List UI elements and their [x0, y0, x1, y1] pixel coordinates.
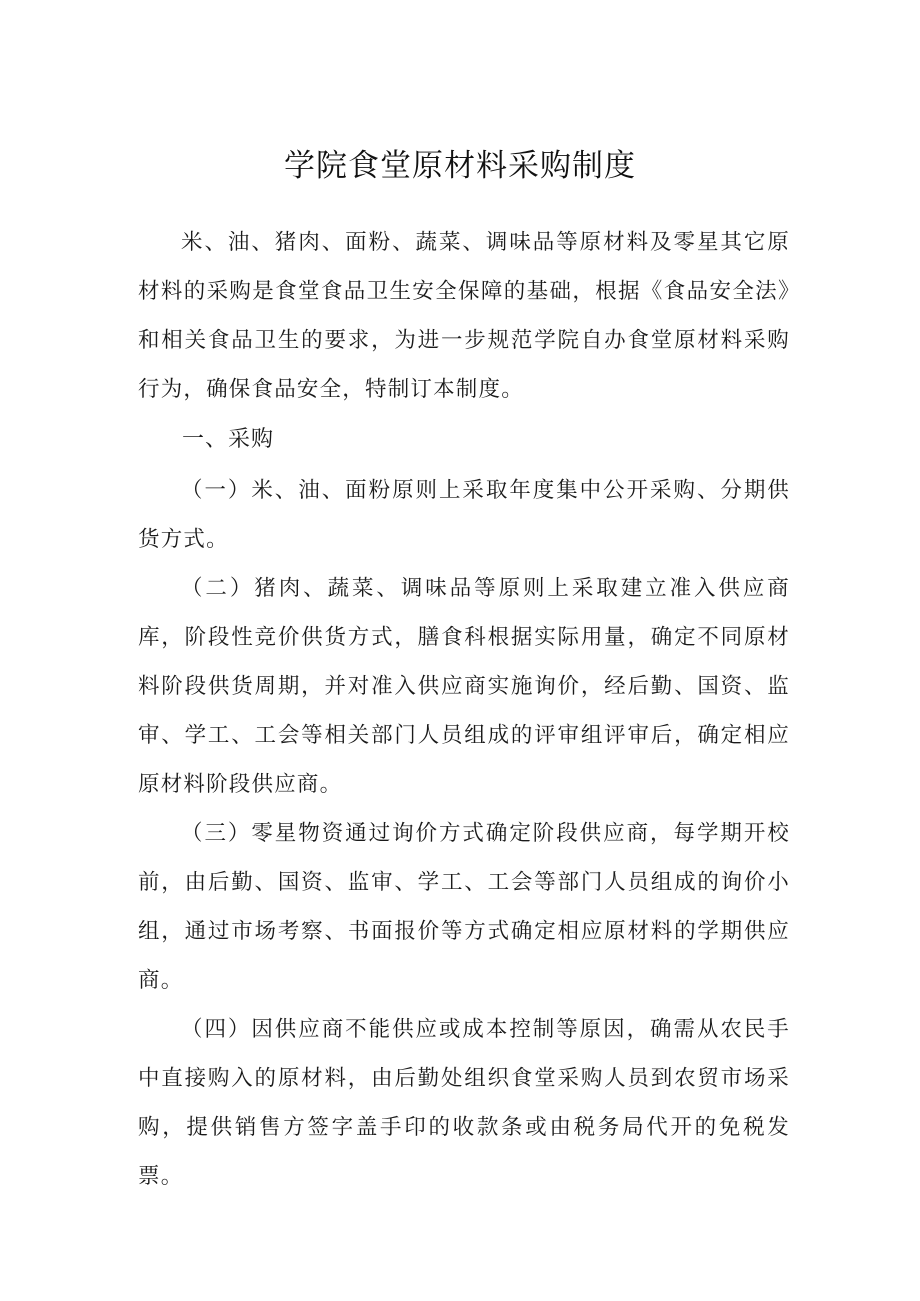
document-body — [138, 218, 790, 1201]
section-item-1: （一）米、油、面粉原则上采取年度集中公开采购、分期供货方式。 — [138, 478, 790, 552]
section-item-4: （四）因供应商不能供应或成本控制等原因，确需从农民手中直接购入的原材料，由后勤处组织食堂采购人员到农贸市场采购，提供销售方签字盖手印的收款条或由税务局代开的免税发票。 — [138, 1017, 790, 1189]
section-item-3: （三）零星物资通过询价方式确定阶段供应商，每学期开校前，由后勤、国资、监审、学工、工会等部门人员组成的询价小组，通过市场考察、书面报价等方式确定相应原材料的学期供应商。 — [138, 821, 790, 993]
intro-paragraph: 米、油、猪肉、面粉、蔬菜、调味品等原材料及零星其它原材料的采购是食堂食品卫生安全保障的基础，根据《食品安全法》和相关食品卫生的要求，为进一步规范学院自办食堂原材料采购行为，确保食品安全，特制订本制度。 — [138, 230, 790, 402]
section-heading: 一、采购 — [182, 427, 275, 452]
document-title: 学院食堂原材料采购制度 — [284, 148, 636, 184]
section-item-2: （二）猪肉、蔬菜、调味品等原则上采取建立准入供应商库，阶段性竞价供货方式，膳食科根据实际用量，确定不同原材料阶段供货周期，并对准入供应商实施询价，经后勤、国资、监审、学工、工会等相关部门人员组成的评审组评审后，确定相应原材料阶段供应商。 — [138, 576, 790, 797]
